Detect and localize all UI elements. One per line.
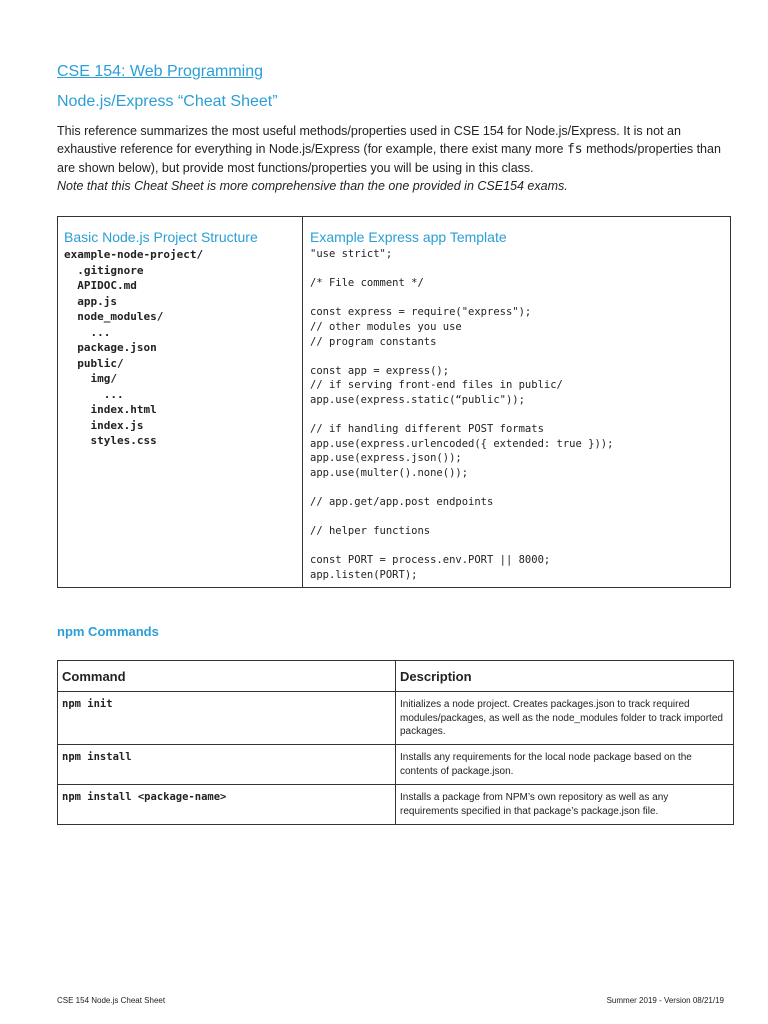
app-template-code: "use strict"; /* File comment */ const express = require("express"); // other modules you use // program constants const app = express(); // if serving front-end files in public/ app.use(express.static(“public")); // if handling different POST formats app.use(express.urlencoded({ extended: true })); app.use(express.json()); app.use(multer().none()); // app.get/app.post endpoints // helper functions const PORT = process.env.PORT || 8000; app.listen(PORT); — [310, 248, 614, 582]
intro-text-end: methods/properties than are shown below), but provide most functions/properties you will be using in this class. — [57, 142, 721, 175]
app-template-panel — [303, 217, 730, 587]
course-title: CSE 154: Web Programming — [57, 63, 264, 80]
description-cell: Initializes a node project. Creates packages.json to track required modules/packages, as well as the node_modules folder to track imported packages. — [396, 692, 734, 745]
table-row — [58, 692, 734, 745]
tree-item: package.json — [64, 341, 157, 354]
description-cell: Installs a package from NPM’s own repository as well as any requirements specified in that package’s package.json file. — [396, 785, 734, 825]
project-structure-panel — [58, 217, 303, 587]
npm-commands-table — [57, 660, 734, 825]
tree-item: ... — [64, 387, 124, 401]
description-cell: Installs any requirements for the local node package based on the contents of package.json. — [396, 745, 734, 785]
tree-item: ... — [64, 325, 111, 339]
column-header-description: Description — [396, 661, 734, 692]
intro-note: Note that this Cheat Sheet is more comprehensive than the one provided in CSE154 exams. — [57, 179, 568, 193]
command-cell: npm init — [58, 692, 396, 745]
tree-item: styles.css — [64, 434, 157, 447]
npm-section-title: npm Commands — [57, 624, 159, 639]
table-row — [58, 785, 734, 825]
footer-left: CSE 154 Node.js Cheat Sheet — [57, 996, 166, 1005]
project-structure-heading: Basic Node.js Project Structure — [64, 229, 258, 245]
project-tree — [64, 247, 296, 449]
intro-fs-code: fs — [566, 142, 583, 157]
intro-paragraph — [57, 122, 737, 195]
document-title: Node.js/Express “Cheat Sheet” — [57, 93, 278, 110]
column-header-command: Command — [58, 661, 396, 692]
tree-item: public/ — [64, 356, 124, 370]
tree-item: img/ — [64, 372, 117, 385]
tree-item: index.html — [64, 403, 157, 416]
tree-item: app.js — [64, 294, 117, 308]
tree-item: .gitignore — [64, 263, 144, 277]
table-header-row — [58, 661, 734, 692]
reference-panel — [57, 216, 731, 588]
footer-right: Summer 2019 - Version 08/21/19 — [606, 996, 724, 1005]
tree-item: node_modules/ — [64, 310, 164, 323]
intro-text-start: This reference summarizes the most useful methods/properties used in CSE 154 for Node.js/Express. It is not an exhaustive reference for everything in Node.js/Express (for example, there exist many more — [57, 124, 681, 156]
tree-item: index.js — [64, 418, 144, 432]
table-row — [58, 745, 734, 785]
tree-item: APIDOC.md — [64, 279, 137, 292]
command-cell: npm install <package-name> — [58, 785, 396, 825]
app-template-heading: Example Express app Template — [310, 229, 507, 245]
tree-item: example-node-project/ — [64, 248, 204, 261]
command-cell: npm install — [58, 745, 396, 785]
